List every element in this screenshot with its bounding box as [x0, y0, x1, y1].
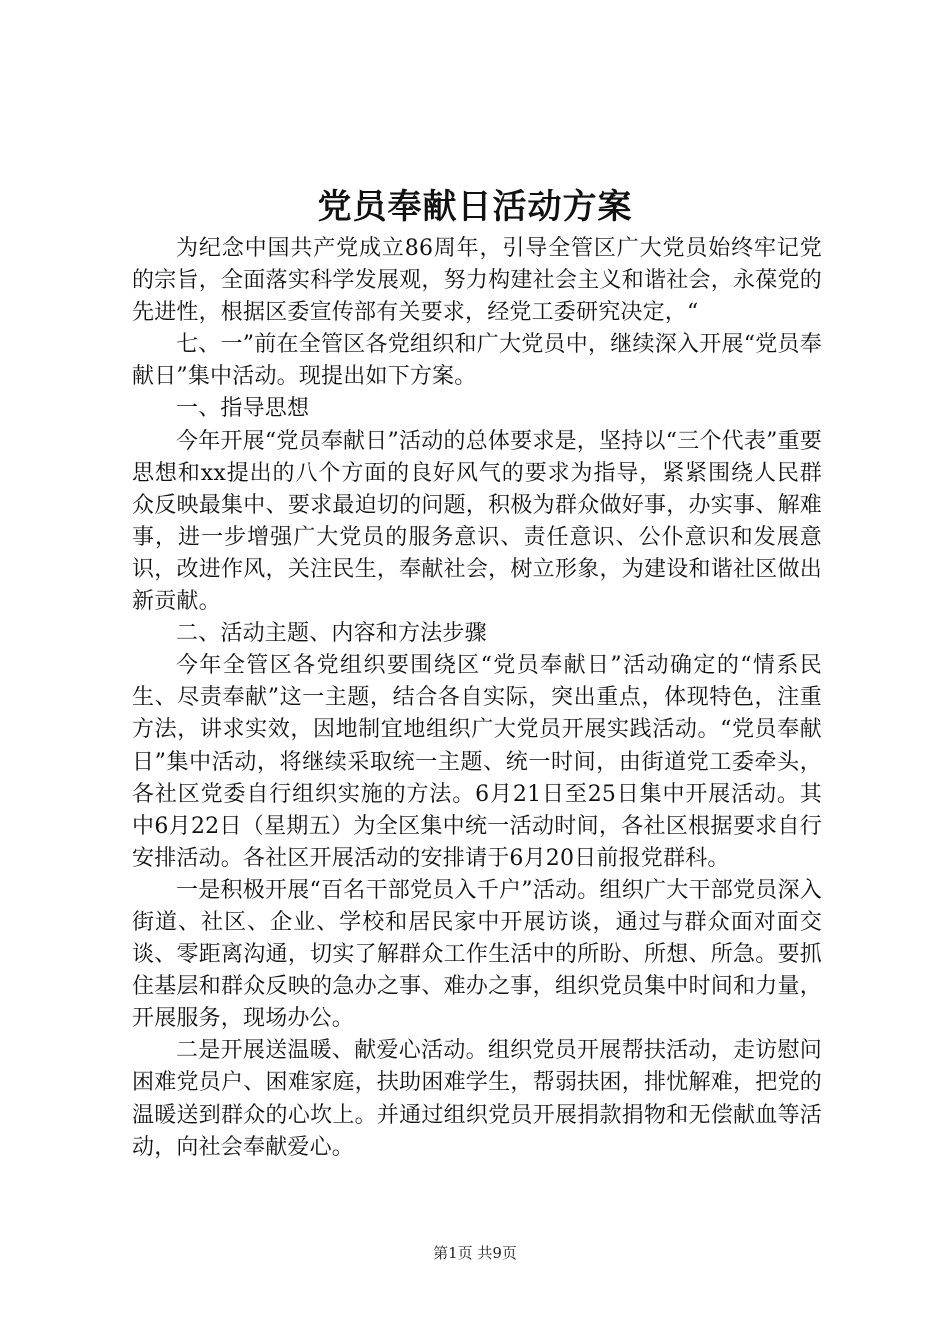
document-title: 党员奉献日活动方案	[317, 187, 633, 227]
page-number-footer: 第1页 共9页	[433, 1244, 517, 1262]
paragraph-intro-continued: 七、一”前在全管区各党组织和广大党员中，继续深入开展“党员奉献日”集中活动。现提出如下方案。	[132, 332, 822, 390]
paragraph-overall-requirements: 今年开展“党员奉献日”活动的总体要求是，坚持以“三个代表”重要思想和xx提出的八个方面的良好风气的要求为指导，紧紧围绕人民群众反映最集中、要求最迫切的问题，积极为群众做好事，办实事、解难事，进一步增强广大党员的服务意识、责任意识、公仆意识和发展意识，改进作风，关注民生，奉献社会，树立形象，为建设和谐社区做出新贡献。	[132, 428, 822, 615]
paragraph-item-two: 二是开展送温暖、献爱心活动。组织党员开展帮扶活动，走访慰问困难党员户、困难家庭，扶助困难学生，帮弱扶困，排忧解难，把党的温暖送到群众的心坎上。并通过组织党员开展捐款捐物和无偿献血等活动，向社会奉献爱心。	[132, 1038, 822, 1160]
heading-activity-theme: 二、活动主题、内容和方法步骤	[176, 621, 487, 647]
paragraph-intro: 为纪念中国共产党成立86周年，引导全管区广大党员始终牢记党的宗旨，全面落实科学发展观，努力构建社会主义和谐社会，永葆党的先进性，根据区委宣传部有关要求，经党工委研究决定，“	[132, 236, 822, 326]
paragraph-theme-content: 今年全管区各党组织要围绕区“党员奉献日”活动确定的“情系民生、尽责奉献”这一主题，结合各自实际，突出重点，体现特色，注重方法，讲求实效，因地制宜地组织广大党员开展实践活动。“党员奉献日”集中活动，将继续采取统一主题、统一时间，由街道党工委牵头，各社区党委自行组织实施的方法。6月21日至25日集中开展活动。其中6月22日（星期五）为全区集中统一活动时间，各社区根据要求自行安排活动。各社区开展活动的安排请于6月20日前报党群科。	[132, 653, 822, 871]
heading-guiding-ideology: 一、指导思想	[176, 396, 310, 422]
document-body	[132, 233, 822, 1164]
paragraph-item-one: 一是积极开展“百名干部党员入千户”活动。组织广大干部党员深入街道、社区、企业、学校和居民家中开展访谈，通过与群众面对面交谈、零距离沟通，切实了解群众工作生活中的所盼、所想、所急。要抓住基层和群众反映的急办之事、难办之事，组织党员集中时间和力量，开展服务，现场办公。	[132, 877, 822, 1032]
